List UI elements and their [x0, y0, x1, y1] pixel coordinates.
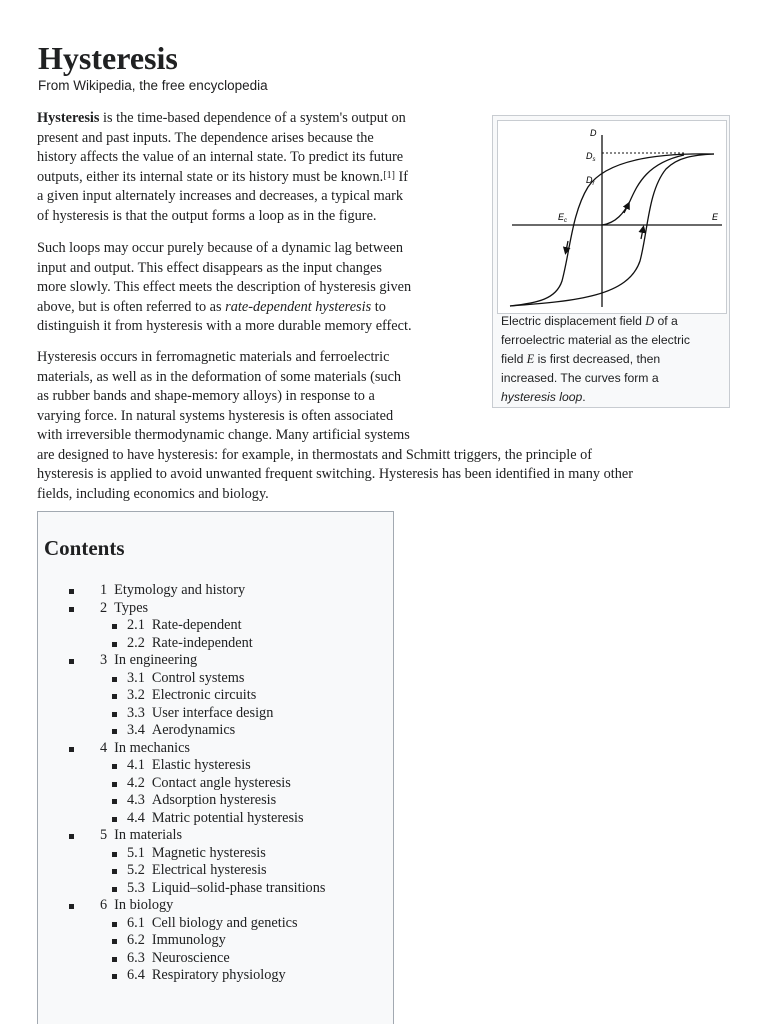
bullet-icon	[69, 747, 74, 752]
figure-caption: Electric displacement field D of a ferroelectric material as the electric field E is first decreased, then increased. The curves form a hysteresis loop.	[501, 314, 690, 404]
toc-item-label: Control systems	[151, 669, 245, 686]
occurs-line: as rubber bands and shape-memory alloys) in response to a	[37, 388, 375, 404]
intro-paragraph	[37, 109, 408, 226]
toc-item[interactable]	[38, 810, 325, 828]
toc-item-label: Electronic circuits	[151, 687, 257, 703]
bullet-icon	[112, 957, 117, 962]
toc-item-label: Respiratory physiology	[151, 967, 286, 983]
toc-item-label: User interface design	[151, 704, 274, 721]
toc-item[interactable]	[38, 652, 325, 670]
occurs-line: fields, including economics and biology.	[37, 485, 269, 502]
toc-item[interactable]	[38, 705, 325, 723]
toc-item-label: Contact angle hysteresis	[151, 774, 291, 791]
toc-item-label: Rate-independent	[151, 634, 253, 651]
occurs-line: hysteresis is applied to avoid unwanted frequent switching. Hysteresis has been identified in many other	[37, 466, 633, 482]
toc-item-label: Cell biology and genetics	[151, 914, 298, 931]
toc-item-number: 4.1	[127, 757, 145, 773]
bullet-icon	[112, 624, 117, 629]
bullet-icon	[69, 904, 74, 909]
citation-link[interactable]: [1]	[383, 169, 395, 181]
toc-item[interactable]	[38, 915, 325, 933]
intro-line: a given input alternately increases and decreases, a typical mark	[37, 188, 403, 204]
toc-item-label: Elastic hysteresis	[151, 757, 251, 773]
page-title: Hysteresis	[38, 40, 178, 76]
table-of-contents	[37, 511, 394, 1024]
bullet-icon	[112, 869, 117, 874]
bullet-icon	[112, 712, 117, 717]
bullet-icon	[112, 729, 117, 734]
bold-term: Hysteresis	[37, 110, 100, 126]
initial-curve	[602, 155, 684, 225]
bullet-icon	[69, 607, 74, 612]
intro-line: of hysteresis is that the output forms a loop as in the figure.	[37, 207, 377, 224]
toc-item-label: In mechanics	[114, 739, 190, 756]
loops-line: distinguish it from hysteresis with a more durable memory effect.	[37, 318, 412, 334]
occurs-line: materials, as well as in the deformation of some materials (such	[37, 368, 402, 385]
toc-item-number: 2.1	[127, 617, 145, 633]
toc-item[interactable]	[38, 792, 325, 810]
toc-item-number: 5.3	[127, 879, 145, 896]
intro-line: history affects the value of an internal state. To predict its future	[37, 149, 404, 165]
toc-item-number: 6	[100, 897, 108, 913]
bullet-icon	[112, 799, 117, 804]
bullet-icon	[112, 852, 117, 857]
toc-item[interactable]	[38, 775, 325, 793]
bullet-icon	[112, 974, 117, 979]
bullet-icon	[112, 817, 117, 822]
occurs-line: varying force. In natural systems hysteresis is often associated	[37, 407, 394, 424]
toc-item[interactable]	[38, 897, 325, 915]
toc-item[interactable]	[38, 740, 325, 758]
toc-item[interactable]	[38, 932, 325, 950]
toc-item[interactable]	[38, 950, 325, 968]
ascending-branch	[510, 154, 714, 306]
bullet-icon	[112, 694, 117, 699]
toc-item-number: 6.1	[127, 914, 145, 931]
bullet-icon	[69, 589, 74, 594]
toc-item-number: 4.4	[127, 809, 145, 826]
descending-branch	[510, 154, 714, 306]
bullet-icon	[112, 922, 117, 927]
toc-item-number: 3.1	[127, 669, 145, 686]
toc-item[interactable]	[38, 757, 325, 775]
toc-item-number: 3.4	[127, 722, 145, 738]
toc-item-label: Adsorption hysteresis	[151, 792, 277, 808]
toc-item-number: 6.3	[127, 949, 145, 966]
toc-item-number: 5.1	[127, 844, 145, 861]
toc-item[interactable]	[38, 582, 325, 600]
toc-item[interactable]	[38, 635, 325, 653]
label-ds: $D_s$	[586, 151, 596, 163]
toc-item-label: Liquid–solid-phase transitions	[151, 879, 326, 896]
toc-item-label: In biology	[114, 897, 174, 913]
toc-item[interactable]	[38, 617, 325, 635]
toc-item-label: Rate-dependent	[151, 617, 242, 633]
toc-item[interactable]	[38, 670, 325, 688]
toc-item[interactable]	[38, 600, 325, 618]
toc-item-label: Immunology	[151, 932, 226, 948]
toc-item-number: 3.2	[127, 687, 145, 703]
toc-item-number: 3.3	[127, 704, 145, 721]
loops-line: above, but is often referred to as rate-dependent hysteresis to	[37, 298, 386, 315]
bullet-icon	[69, 834, 74, 839]
toc-item-number: 3	[100, 652, 108, 668]
bullet-icon	[112, 887, 117, 892]
hysteresis-loop-link[interactable]: hysteresis loop	[501, 390, 583, 404]
toc-list	[38, 582, 325, 985]
loops-line: more slowly. This effect meets the description of hysteresis given	[37, 279, 412, 295]
toc-item-label: In materials	[114, 827, 183, 843]
bullet-icon	[112, 764, 117, 769]
toc-item-label: Neuroscience	[151, 949, 230, 966]
label-e: E	[712, 212, 719, 222]
toc-item-number: 4.3	[127, 792, 145, 808]
toc-item[interactable]	[38, 687, 325, 705]
intro-line: outputs, either its internal state or its history must be known.[1] If	[37, 168, 409, 185]
label-d: D	[590, 128, 597, 138]
toc-title: Contents	[44, 536, 125, 560]
toc-item-number: 4.2	[127, 774, 145, 791]
bullet-icon	[112, 642, 117, 647]
bullet-icon	[112, 677, 117, 682]
toc-item[interactable]	[38, 862, 325, 880]
toc-item-number: 6.4	[127, 967, 145, 983]
intro-line: Hysteresis is the time-based dependence of a system's output on	[37, 110, 406, 126]
loops-paragraph	[37, 239, 412, 337]
toc-item-number: 5	[100, 827, 108, 843]
toc-item-number: 6.2	[127, 932, 145, 948]
toc-item-label: Electrical hysteresis	[151, 862, 267, 878]
intro-line: present and past inputs. The dependence arises because the	[37, 129, 374, 146]
bullet-icon	[69, 659, 74, 664]
toc-item-label: Magnetic hysteresis	[151, 844, 266, 861]
toc-item[interactable]	[38, 967, 325, 985]
toc-item-number: 4	[100, 739, 108, 756]
bullet-icon	[112, 939, 117, 944]
hysteresis-loop-image[interactable]	[497, 120, 727, 314]
toc-item-number: 1	[100, 582, 108, 598]
toc-item[interactable]	[38, 845, 325, 863]
toc-item-label: In engineering	[114, 652, 198, 668]
figure-thumbnail	[492, 115, 730, 408]
loops-line: Such loops may occur purely because of a dynamic lag between	[37, 240, 404, 256]
toc-item[interactable]	[38, 880, 325, 898]
occurs-line: Hysteresis occurs in ferromagnetic materials and ferroelectric	[37, 349, 390, 365]
toc-item[interactable]	[38, 722, 325, 740]
toc-item-label: Matric potential hysteresis	[151, 809, 304, 826]
hysteresis-loop-diagram	[498, 121, 726, 313]
page-tagline: From Wikipedia, the free encyclopedia	[38, 78, 268, 93]
toc-item-number: 5.2	[127, 862, 145, 878]
up-arrow	[641, 229, 643, 239]
loops-line: input and output. This effect disappears as the input changes	[37, 259, 382, 276]
down-arrow	[566, 241, 568, 251]
toc-item-label: Etymology and history	[114, 582, 246, 598]
label-dr: $D_r$	[586, 175, 595, 187]
toc-item-number: 2	[100, 599, 108, 616]
occurs-line: with irreversible thermodynamic change. Many artificial systems	[37, 427, 410, 443]
bullet-icon	[112, 782, 117, 787]
toc-item-label: Types	[114, 599, 149, 616]
toc-item[interactable]	[38, 827, 325, 845]
label-ec: $E_c$	[558, 212, 568, 224]
toc-item-number: 2.2	[127, 634, 145, 651]
occurs-line: are designed to have hysteresis: for example, in thermostats and Schmitt triggers, the principle of	[37, 446, 593, 463]
toc-item-label: Aerodynamics	[151, 722, 236, 738]
